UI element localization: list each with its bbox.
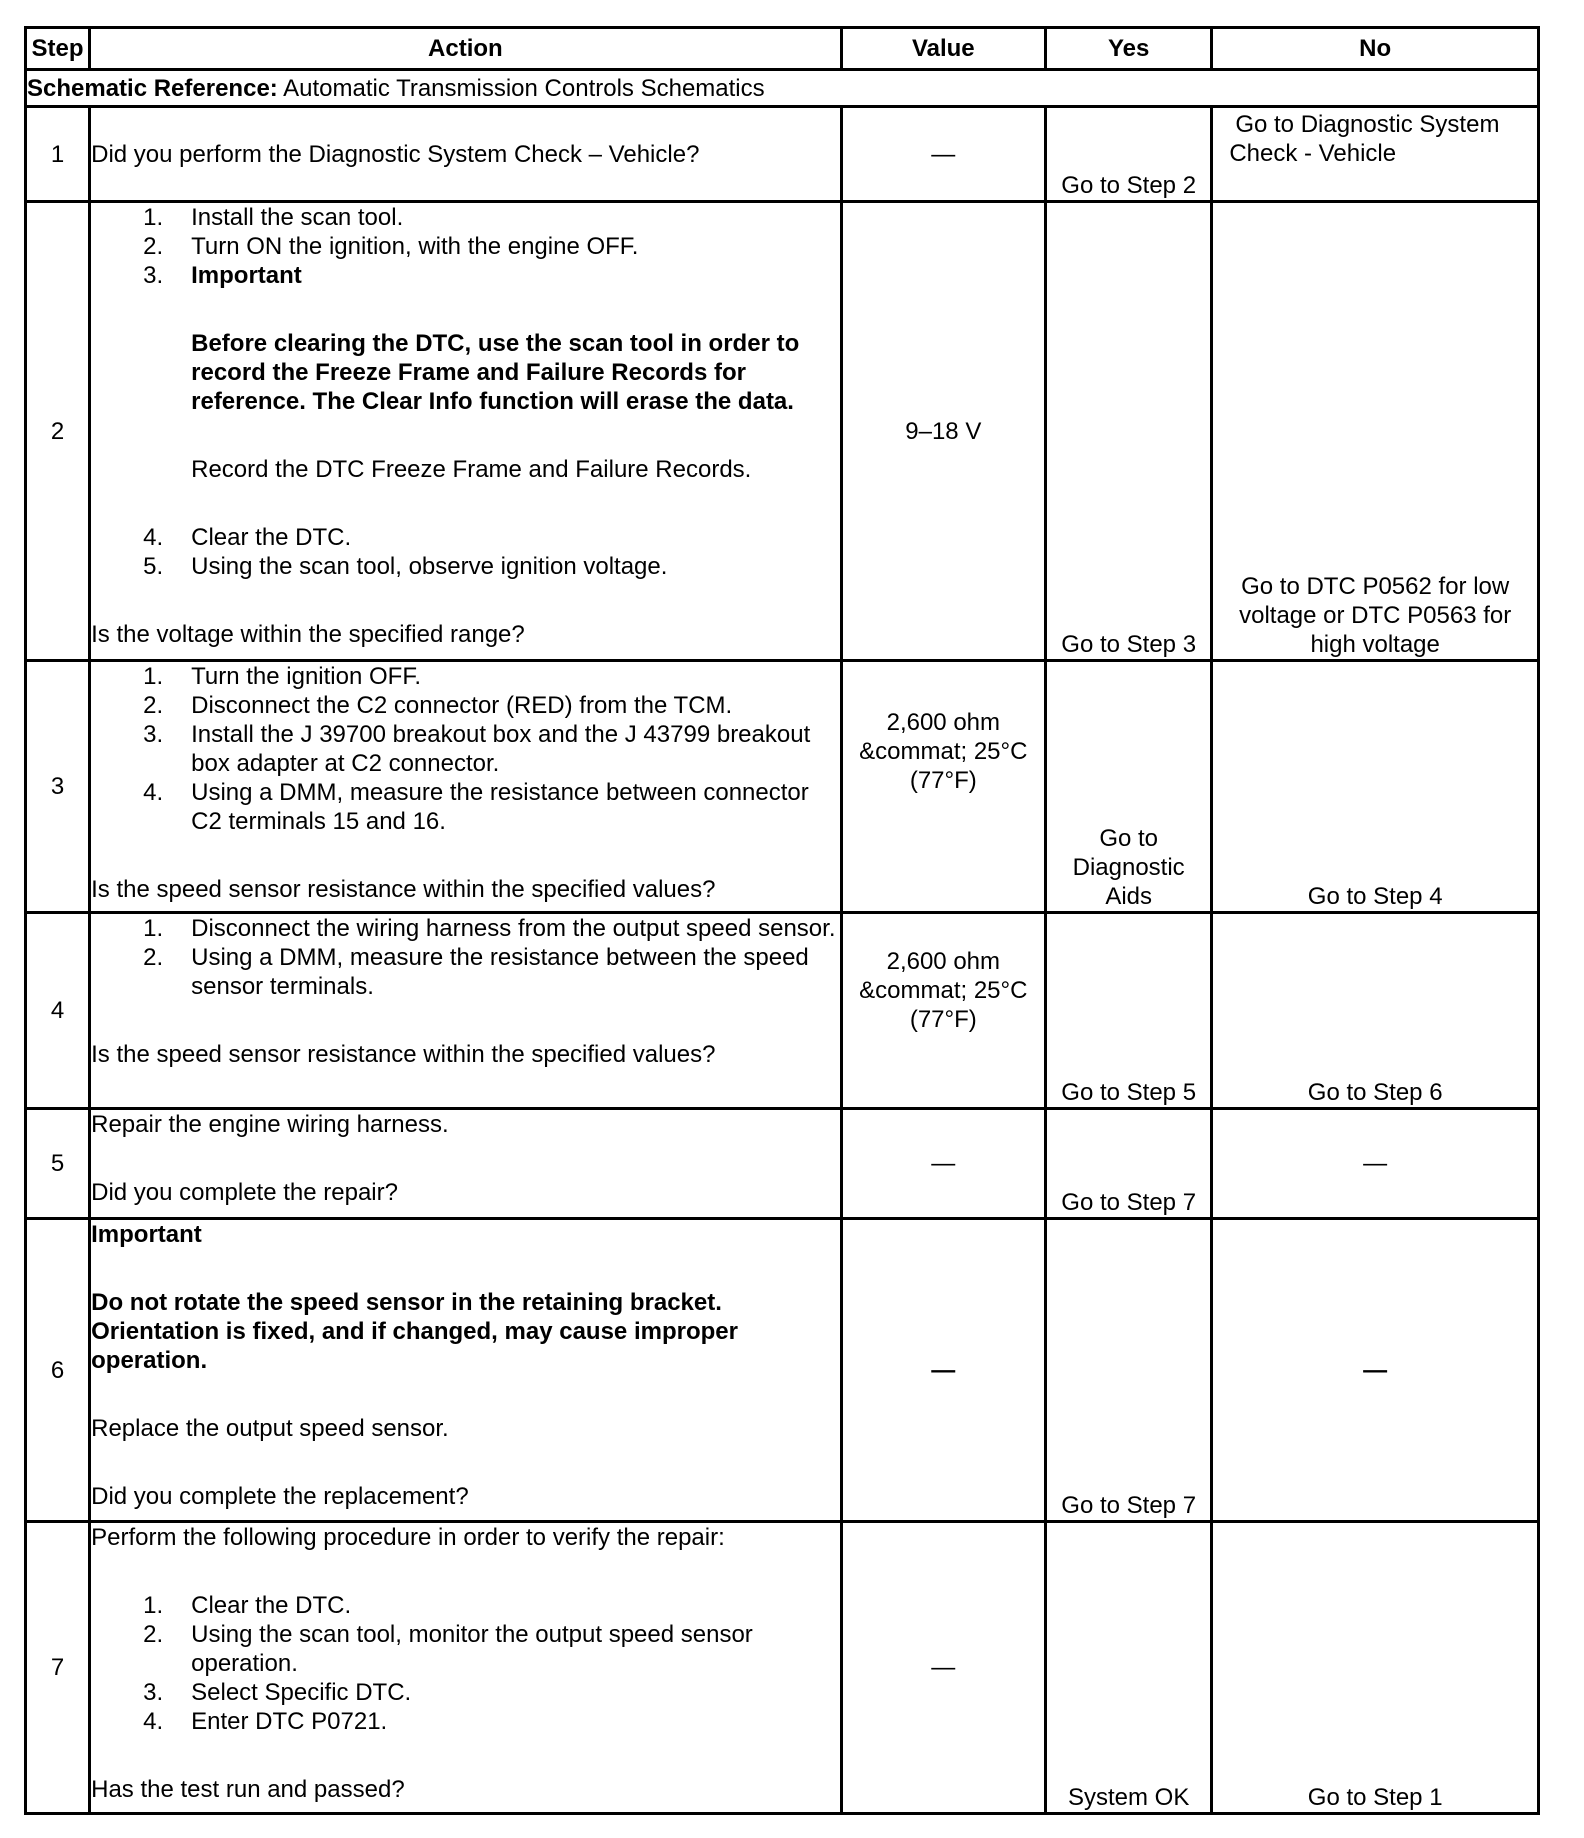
action-cell (90, 913, 841, 1109)
list-item (91, 1591, 839, 1620)
list-item (91, 691, 839, 720)
step-number: 3 (26, 661, 90, 913)
header-value: Value (841, 28, 1045, 70)
no-cell: Go to Diagnostic System Check - Vehicle (1212, 107, 1539, 202)
action-instruction: Repair the engine wiring harness. (91, 1111, 449, 1138)
action-steps (91, 523, 839, 581)
list-item (91, 662, 839, 691)
action-cell (90, 1109, 841, 1219)
step-text: Install the J 39700 breakout box and the J 43799 breakout box adapter at C2 connector. (191, 721, 811, 777)
action-question: Did you perform the Diagnostic System Check – Vehicle? (91, 140, 700, 168)
step-index: 2. (143, 692, 164, 719)
schematic-reference-row (26, 70, 1539, 107)
step-text: Clear the DTC. (191, 1592, 352, 1619)
step-text: Turn ON the ignition, with the engine OFF. (191, 233, 639, 260)
step-text: Using a DMM, measure the resistance between the speed sensor terminals. (191, 944, 809, 1000)
no-cell: Go to Step 6 (1212, 913, 1539, 1109)
important-label: Important (91, 1221, 202, 1248)
action-cell (90, 1522, 841, 1814)
header-row (26, 28, 1539, 70)
step-index: 1. (143, 915, 164, 942)
step-index: 4. (143, 524, 164, 551)
action-steps (91, 1591, 839, 1736)
list-item (91, 914, 839, 943)
yes-cell: Go to Step 2 (1046, 107, 1212, 202)
step-number: 5 (26, 1109, 90, 1219)
action-question: Has the test run and passed? (91, 1776, 405, 1803)
step-number: 6 (26, 1219, 90, 1522)
schematic-reference-text: Automatic Transmission Controls Schematics (277, 74, 765, 102)
value-cell: 9–18 V (841, 202, 1045, 661)
value-cell (841, 661, 1045, 913)
action-cell (90, 107, 841, 202)
list-item (91, 1678, 839, 1707)
no-cell: Go to Step 4 (1212, 661, 1539, 913)
step-index: 3. (143, 262, 164, 289)
header-action: Action (90, 28, 841, 70)
important-note: Do not rotate the speed sensor in the retaining bracket. Orientation is fixed, and if changed, may cause improper operation. (91, 1289, 738, 1374)
value-text: 2,600 ohm &commat; 25°C (77°F) (859, 948, 1028, 1033)
list-item (91, 552, 839, 581)
value-cell: — (841, 107, 1045, 202)
table-row (26, 107, 1539, 202)
list-item (91, 1707, 839, 1736)
action-cell (90, 1219, 841, 1522)
action-steps (91, 662, 839, 836)
value-cell: — (841, 1522, 1045, 1814)
step-index: 2. (143, 1621, 164, 1648)
action-instruction: Replace the output speed sensor. (91, 1415, 449, 1442)
step-text: Using the scan tool, monitor the output speed sensor operation. (191, 1621, 753, 1677)
value-cell: — (841, 1219, 1045, 1522)
list-item (91, 943, 839, 1001)
step-number: 7 (26, 1522, 90, 1814)
header-yes: Yes (1046, 28, 1212, 70)
action-question: Is the speed sensor resistance within the specified values? (91, 1041, 716, 1068)
list-item (91, 203, 839, 232)
action-cell (90, 661, 841, 913)
table-row (26, 1219, 1539, 1522)
step-text: Install the scan tool. (191, 204, 404, 231)
schematic-reference-label: Schematic Reference: (27, 74, 278, 102)
list-item (91, 232, 839, 261)
important-note: Before clearing the DTC, use the scan tool in order to record the Freeze Frame and Failure Records for reference. The Clear Info function will erase the data. (191, 330, 800, 415)
yes-cell: Go to Step 7 (1046, 1109, 1212, 1219)
yes-cell: Go to Step 7 (1046, 1219, 1212, 1522)
step-index: 1. (143, 204, 164, 231)
table-row (26, 1109, 1539, 1219)
step-index: 2. (143, 944, 164, 971)
step-index: 4. (143, 779, 164, 806)
step-text: Using the scan tool, observe ignition voltage. (191, 553, 668, 580)
header-step: Step (26, 28, 90, 70)
list-item (91, 523, 839, 552)
list-item (91, 261, 839, 290)
list-item (91, 720, 839, 778)
yes-cell: Go to Step 3 (1046, 202, 1212, 661)
step-text: Disconnect the wiring harness from the output speed sensor. (191, 915, 836, 942)
list-item (91, 778, 839, 836)
step-text: Turn the ignition OFF. (191, 663, 421, 690)
step-number: 2 (26, 202, 90, 661)
no-cell: Go to DTC P0562 for low voltage or DTC P0563 for high voltage (1212, 202, 1539, 661)
yes-cell: System OK (1046, 1522, 1212, 1814)
list-item (91, 1620, 839, 1678)
important-label: Important (191, 262, 302, 289)
action-question: Is the speed sensor resistance within the specified values? (91, 876, 716, 903)
step-index: 1. (143, 1592, 164, 1619)
step-text: Enter DTC P0721. (191, 1708, 388, 1735)
yes-cell: Go to Diagnostic Aids (1046, 661, 1212, 913)
no-cell: — (1212, 1219, 1539, 1522)
action-question: Did you complete the repair? (91, 1179, 398, 1206)
step-number: 1 (26, 107, 90, 202)
table-row (26, 661, 1539, 913)
value-cell (841, 913, 1045, 1109)
table-row (26, 913, 1539, 1109)
table-row (26, 1522, 1539, 1814)
step-text: Using a DMM, measure the resistance between connector C2 terminals 15 and 16. (191, 779, 809, 835)
value-text: 2,600 ohm &commat; 25°C (77°F) (859, 709, 1028, 794)
step-text: Disconnect the C2 connector (RED) from the TCM. (191, 692, 733, 719)
value-cell: — (841, 1109, 1045, 1219)
action-steps (91, 203, 839, 290)
step-index: 3. (143, 721, 164, 748)
action-question: Did you complete the replacement? (91, 1483, 469, 1510)
step-index: 2. (143, 233, 164, 260)
step-index: 1. (143, 663, 164, 690)
header-no: No (1212, 28, 1539, 70)
yes-cell: Go to Step 5 (1046, 913, 1212, 1109)
action-question: Is the voltage within the specified range? (91, 621, 525, 648)
schematic-reference (26, 70, 1539, 107)
step-number: 4 (26, 913, 90, 1109)
table-row (26, 202, 1539, 661)
action-intro: Perform the following procedure in order to verify the repair: (91, 1524, 725, 1551)
step-index: 5. (143, 553, 164, 580)
step-index: 3. (143, 1679, 164, 1706)
no-cell: — (1212, 1109, 1539, 1219)
step-index: 4. (143, 1708, 164, 1735)
step-text: Clear the DTC. (191, 524, 352, 551)
action-cell (90, 202, 841, 661)
diagnostic-table (24, 26, 1540, 1815)
record-instruction: Record the DTC Freeze Frame and Failure Records. (191, 456, 752, 483)
action-steps (91, 914, 839, 1001)
step-text: Select Specific DTC. (191, 1679, 412, 1706)
no-cell: Go to Step 1 (1212, 1522, 1539, 1814)
